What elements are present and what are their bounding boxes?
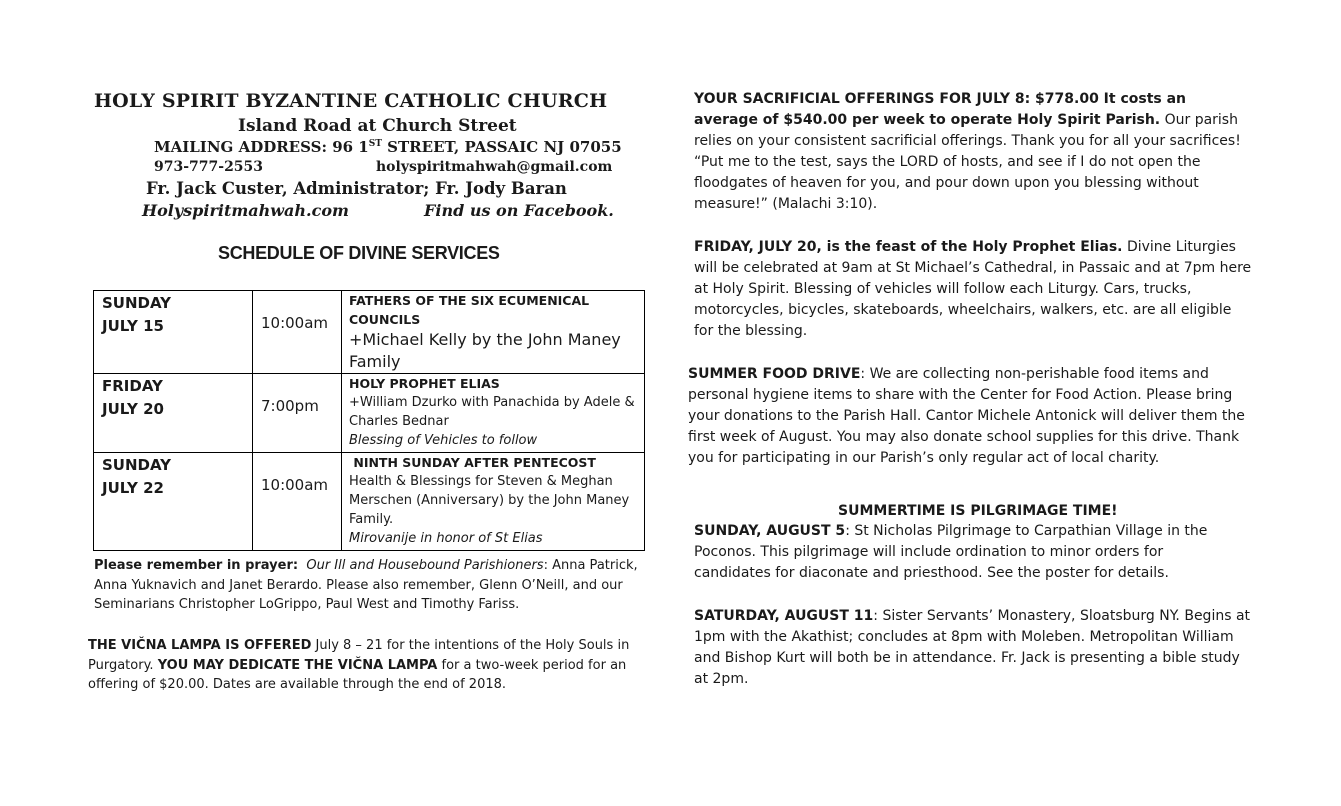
aug11-lead: SATURDAY, AUGUST 11 (694, 608, 874, 624)
service-heading: FATHERS OF THE SIX ECUMENICAL COUNCILS (349, 293, 590, 327)
elias-paragraph (694, 237, 1254, 342)
date: JULY 20 (102, 400, 164, 418)
service-note: Blessing of Vehicles to follow (349, 433, 538, 448)
aug11-text: : Sister Servants’ Monastery, Sloatsburg NY. Begins at 1pm with the Akathist; concludes at 8pm with Moleben. Metropolitan William and Bishop Kurt will both be in attendance. Fr. Jack is presenting a bible study at 2pm. (694, 608, 1251, 687)
intention: +William Dzurko with Panachida by Adele & Charles Bednar (349, 395, 635, 429)
mailing-suffix: STREET, PASSAIC NJ 07055 (381, 138, 622, 156)
day: SUNDAY (102, 456, 172, 474)
facebook[interactable]: Find us on Facebook. (424, 201, 614, 220)
table-row (94, 291, 645, 374)
day-cell (94, 291, 253, 374)
service-note: Mirovanije in honor of St Elias (349, 531, 543, 546)
aug5-lead: SUNDAY, AUGUST 5 (694, 523, 846, 539)
prayer-lead: Please remember in prayer: (94, 558, 299, 573)
table-row (94, 374, 645, 453)
time: 10:00am (261, 476, 329, 494)
day-cell (94, 453, 253, 551)
food-drive-paragraph (688, 364, 1248, 469)
description-cell (342, 374, 645, 453)
prayer-paragraph (94, 556, 639, 615)
aug5-text: : St Nicholas Pilgrimage to Carpathian Village in the Poconos. This pilgrimage will include ordination to minor orders for candidates for diaconate and priesthood. See the poster for details. (694, 523, 1208, 581)
time: 7:00pm (261, 397, 319, 415)
food-drive-text: : We are collecting non-perishable food items and personal hygiene items to share with the Center for Food Action. Please bring your donations to the Parish Hall. Cantor Michele Antonick will deliver them the first week of August. You may also donate school supplies for this drive. Thank you for participating in our Parish’s only regular act of local charity. (688, 366, 1245, 466)
lampa-lead-1: THE VIČNA LAMPA IS OFFERED (88, 638, 312, 653)
schedule-table (93, 290, 645, 551)
day-cell (94, 374, 253, 453)
clergy: Fr. Jack Custer, Administrator; Fr. Jody Baran (146, 179, 567, 198)
description-cell (342, 453, 645, 551)
pilgrimage-title: SUMMERTIME IS PILGRIMAGE TIME! (838, 503, 1118, 519)
time-cell (253, 453, 342, 551)
intention: +Michael Kelly by the John Maney Family (349, 330, 621, 371)
time-cell (253, 291, 342, 374)
time-cell (253, 374, 342, 453)
service-heading: HOLY PROPHET ELIAS (349, 376, 500, 391)
lampa-lead-2: YOU MAY DEDICATE THE VIČNA LAMPA (157, 657, 438, 673)
date: JULY 15 (102, 317, 164, 335)
intention: Health & Blessings for Steven & Meghan Merschen (Anniversary) by the John Maney Family. (349, 474, 630, 527)
schedule-title: SCHEDULE OF DIVINE SERVICES (218, 243, 500, 263)
food-drive-lead: SUMMER FOOD DRIVE (688, 366, 861, 382)
lampa-text-2: for a two-week period for an offering of $20.00. Dates are available through the end of 2018. (88, 657, 627, 692)
email[interactable]: holyspiritmahwah@gmail.com (376, 159, 613, 175)
church-name: HOLY SPIRIT BYZANTINE CATHOLIC CHURCH (94, 90, 608, 112)
time: 10:00am (261, 314, 329, 332)
mailing-address (154, 138, 622, 156)
table-row (94, 453, 645, 551)
prayer-italic: Our Ill and Housebound Parishioners (306, 558, 544, 573)
website[interactable]: Holyspiritmahwah.com (142, 201, 349, 220)
elias-text: Divine Liturgies will be celebrated at 9am at St Michael’s Cathedral, in Passaic and at 7pm here at Holy Spirit. Blessing of vehicles will follow each Liturgy. Cars, trucks, motorcycles, bicycles, skateboards, wheelchairs, walkers, etc. are all eligible for the blessing. (694, 239, 1252, 339)
date: JULY 22 (102, 479, 164, 497)
service-heading: NINTH SUNDAY AFTER PENTECOST (349, 455, 596, 470)
prayer-text: : Anna Patrick, Anna Yuknavich and Janet Berardo. Please also remember, Glenn O’Neill, and our Seminarians Christopher LoGrippo, Paul West and Timothy Fariss. (94, 558, 638, 612)
church-location: Island Road at Church Street (238, 116, 517, 136)
offerings-paragraph (694, 89, 1254, 215)
description-cell (342, 291, 645, 374)
mailing-prefix: MAILING ADDRESS: 96 1 (154, 138, 369, 156)
day: SUNDAY (102, 294, 172, 312)
aug5-paragraph (694, 521, 1234, 584)
lampa-paragraph (88, 636, 633, 695)
aug11-paragraph (694, 606, 1254, 690)
elias-lead: FRIDAY, JULY 20, is the feast of the Holy Prophet Elias. (694, 239, 1123, 255)
offerings-text: Our parish relies on your consistent sacrificial offerings. Thank you for all your sacrifices! “Put me to the test, says the LORD of hosts, and see if I do not open the floodgates of heaven for you, and pour down upon you blessing without measure!” (Malachi 3:10). (694, 112, 1241, 212)
mailing-sup: ST (368, 139, 382, 149)
offerings-lead: YOUR SACRIFICIAL OFFERINGS FOR JULY 8: $778.00 It costs an average of $540.00 per week to operate Holy Spirit Parish. (694, 91, 1187, 128)
day: FRIDAY (102, 377, 163, 395)
phone: 973-777-2553 (154, 159, 264, 175)
lampa-text-1: July 8 – 21 for the intentions of the Holy Souls in Purgatory. (88, 638, 630, 673)
